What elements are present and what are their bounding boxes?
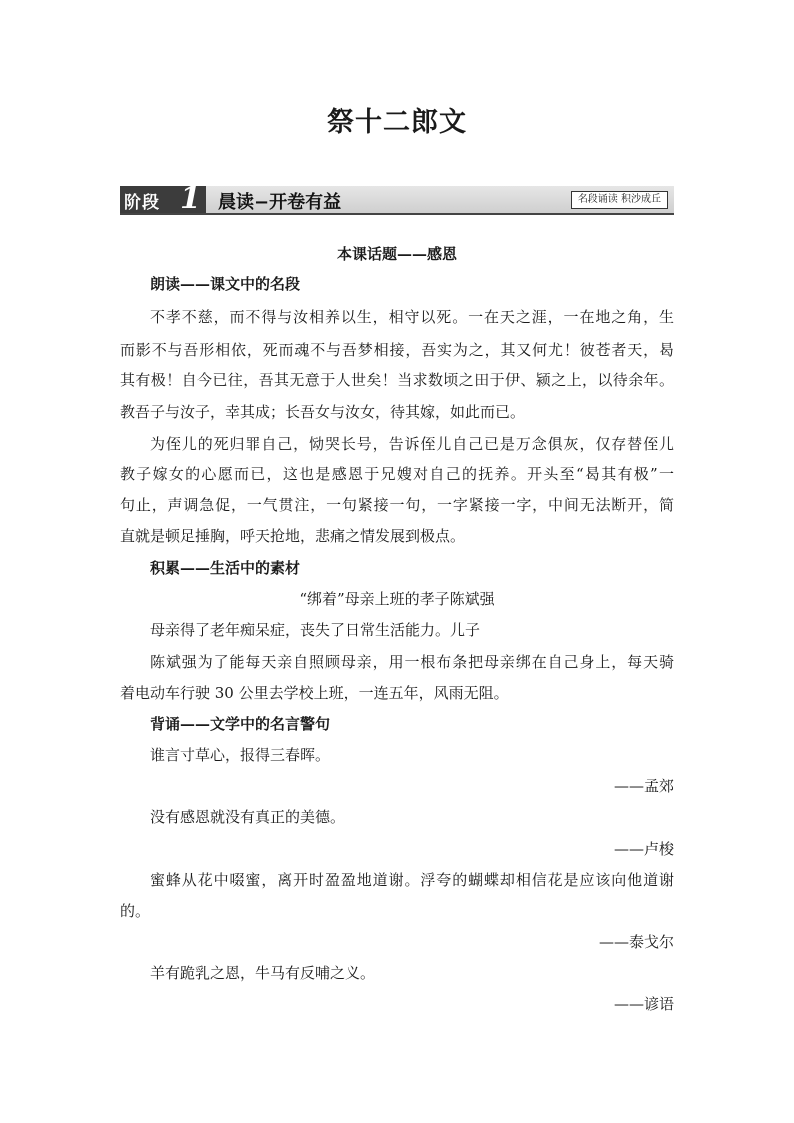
topic-heading: 本课话题——感恩 (336, 245, 457, 263)
passage-line: 不孝不慈，而不得与汝相养以生，相守以死。一在天之涯，一在地之角，生 (150, 308, 674, 326)
commentary-line: 为侄儿的死归罪自己，恸哭长号，告诉侄儿自己已是万念俱灰，仅存替侄儿 (150, 435, 674, 453)
quote-text: 蜜蜂从花中啜蜜，离开时盈盈地道谢。浮夸的蝴蝶却相信花是应该向他道谢 (150, 871, 674, 889)
commentary-line: 教子嫁女的心愿而已，这也是感恩于兄嫂对自己的抚养。开头至“曷其有极”一 (120, 465, 674, 483)
recite-heading: 背诵——文学中的名言警句 (150, 715, 331, 733)
story-line: 母亲得了老年痴呆症，丧失了日常生活能力。儿子 (150, 621, 481, 639)
quote-text: 没有感恩就没有真正的美德。 (150, 808, 346, 826)
passage-line: 而影不与吾形相依，死而魂不与吾梦相接，吾实为之，其又何尤！彼苍者天，曷 (120, 341, 674, 359)
stage-number: 1 (180, 181, 201, 216)
passage-line: 教吾子与汝子，幸其成；长吾女与汝女，待其嫁，如此而已。 (120, 403, 526, 421)
stage-badge (120, 181, 206, 216)
stage-tag: 名段诵读 积沙成丘 (571, 191, 668, 209)
commentary-line: 直就是顿足捶胸，呼天抢地，悲痛之情发展到极点。 (120, 527, 466, 545)
quote-text: 的。 (120, 902, 151, 920)
stage-title: 晨读−开卷有益 (218, 192, 342, 213)
quote-author: ——孟郊 (613, 777, 674, 795)
page-title: 祭十二郎文 (327, 107, 467, 138)
stage-banner (120, 181, 674, 216)
commentary-line: 句止，声调急促，一气贯注，一句紧接一句，一字紧接一字，中间无法断开，简 (120, 496, 674, 514)
quote-text: 谁言寸草心，报得三春晖。 (150, 746, 331, 764)
story-line: 着电动车行驶 30 公里去学校上班，一连五年，风雨无阻。 (120, 684, 509, 702)
reading-heading: 朗读——课文中的名段 (150, 275, 301, 293)
stage-label: 阶段 (124, 193, 160, 213)
quote-text: 羊有跪乳之恩，牛马有反哺之义。 (150, 964, 376, 982)
quote-author: ——卢梭 (613, 840, 674, 858)
material-heading: 积累——生活中的素材 (150, 559, 301, 577)
story-line: 陈斌强为了能每天亲自照顾母亲，用一根布条把母亲绑在自己身上，每天骑 (150, 653, 674, 671)
quote-author: ——谚语 (613, 995, 674, 1013)
story-title: “绑着”母亲上班的孝子陈斌强 (299, 590, 495, 608)
quote-author: ——泰戈尔 (598, 933, 674, 951)
passage-line: 其有极！自今已往，吾其无意于人世矣！当求数顷之田于伊、颍之上，以待余年。 (120, 371, 674, 389)
